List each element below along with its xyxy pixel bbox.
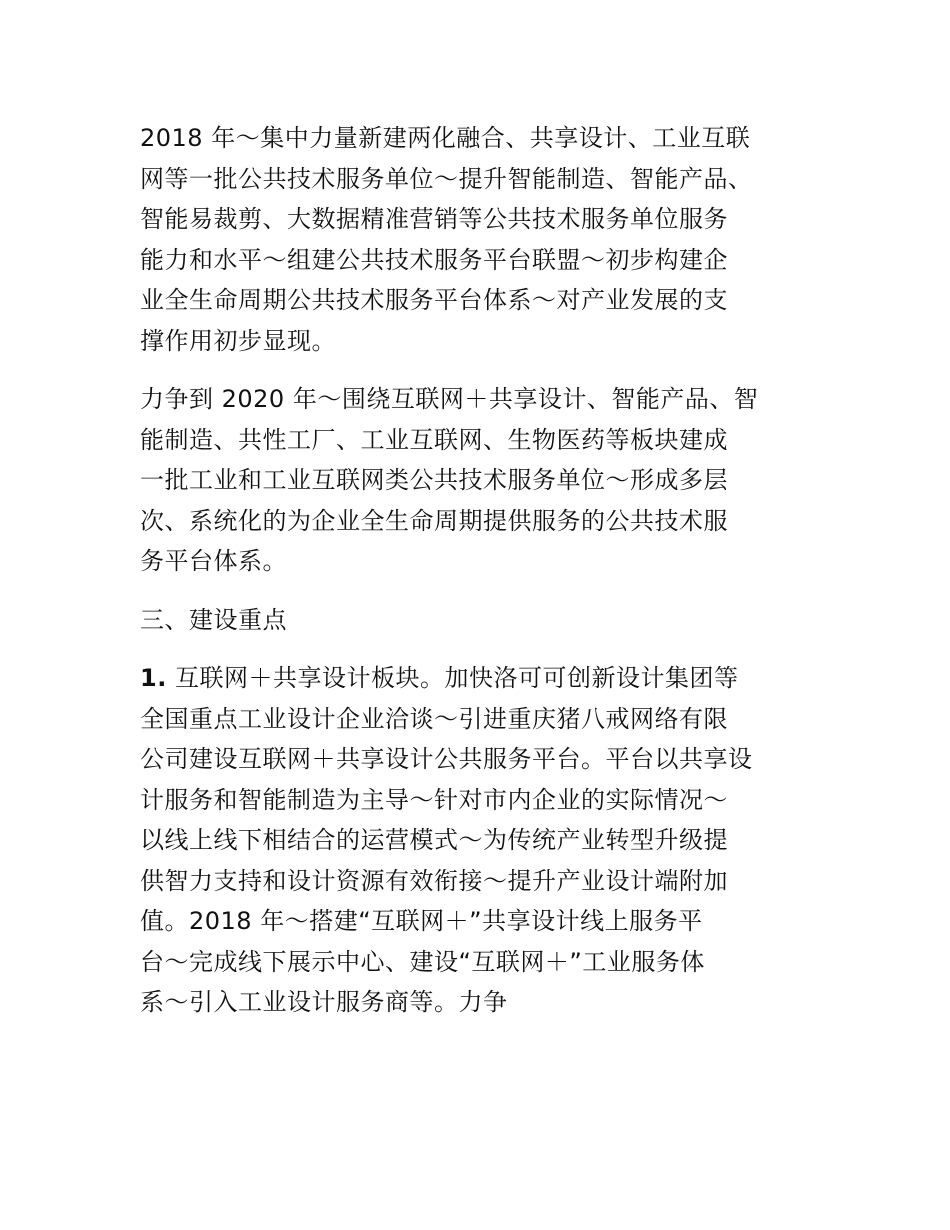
text-line: 能力和水平～组建公共技术服务平台联盟～初步构建企 [140, 245, 728, 274]
paragraph-shared-design [140, 658, 820, 1023]
text-line: 撑作用初步显现。 [140, 326, 336, 355]
text-line: 供智力支持和设计资源有效衔接～提升产业设计端附加 [140, 866, 728, 895]
paragraph-2018-goals [140, 118, 820, 361]
text-line: 台～完成线下展示中心、建设“互联网＋”工业服务体 [140, 947, 705, 976]
text-line: 务平台体系。 [140, 547, 287, 575]
text-line: 计服务和智能制造为主导～针对市内企业的实际情况～ [140, 785, 728, 814]
text-line: 值。2018 年～搭建“互联网＋”共享设计线上服务平 [140, 907, 703, 935]
text-line: 公司建设互联网＋共享设计公共服务平台。平台以共享设 [140, 745, 753, 773]
text-line: 以线上线下相结合的运营模式～为传统产业转型升级提 [140, 826, 728, 854]
text-line [140, 658, 820, 699]
text-line: 智能易裁剪、大数据精准营销等公共技术服务单位服务 [140, 205, 728, 233]
item-number: 1. [140, 664, 167, 692]
text-line: 2018 年～集中力量新建两化融合、共享设计、工业互联 [140, 124, 751, 152]
item-title-text: 互联网＋共享设计板块。加快洛可可创新设计集团等 [166, 664, 739, 692]
text-line: 全国重点工业设计企业洽谈～引进重庆猪八戒网络有限 [140, 704, 728, 733]
section-heading: 三、建设重点 [140, 605, 287, 634]
text-line: 网等一批公共技术服务单位～提升智能制造、智能产品、 [140, 164, 753, 193]
text-line: 业全生命周期公共技术服务平台体系～对产业发展的支 [140, 286, 728, 314]
paragraph-2020-goals [140, 379, 820, 582]
text-line: 系～引入工业设计服务商等。力争 [140, 988, 508, 1016]
document-page [140, 118, 820, 1041]
text-line: 力争到 2020 年～围绕互联网＋共享设计、智能产品、智 [140, 385, 759, 413]
text-line: 次、系统化的为企业全生命周期提供服务的公共技术服 [140, 506, 728, 535]
text-line: 一批工业和工业互联网类公共技术服务单位～形成多层 [140, 466, 728, 494]
text-line: 能制造、共性工厂、工业互联网、生物医药等板块建成 [140, 425, 728, 454]
